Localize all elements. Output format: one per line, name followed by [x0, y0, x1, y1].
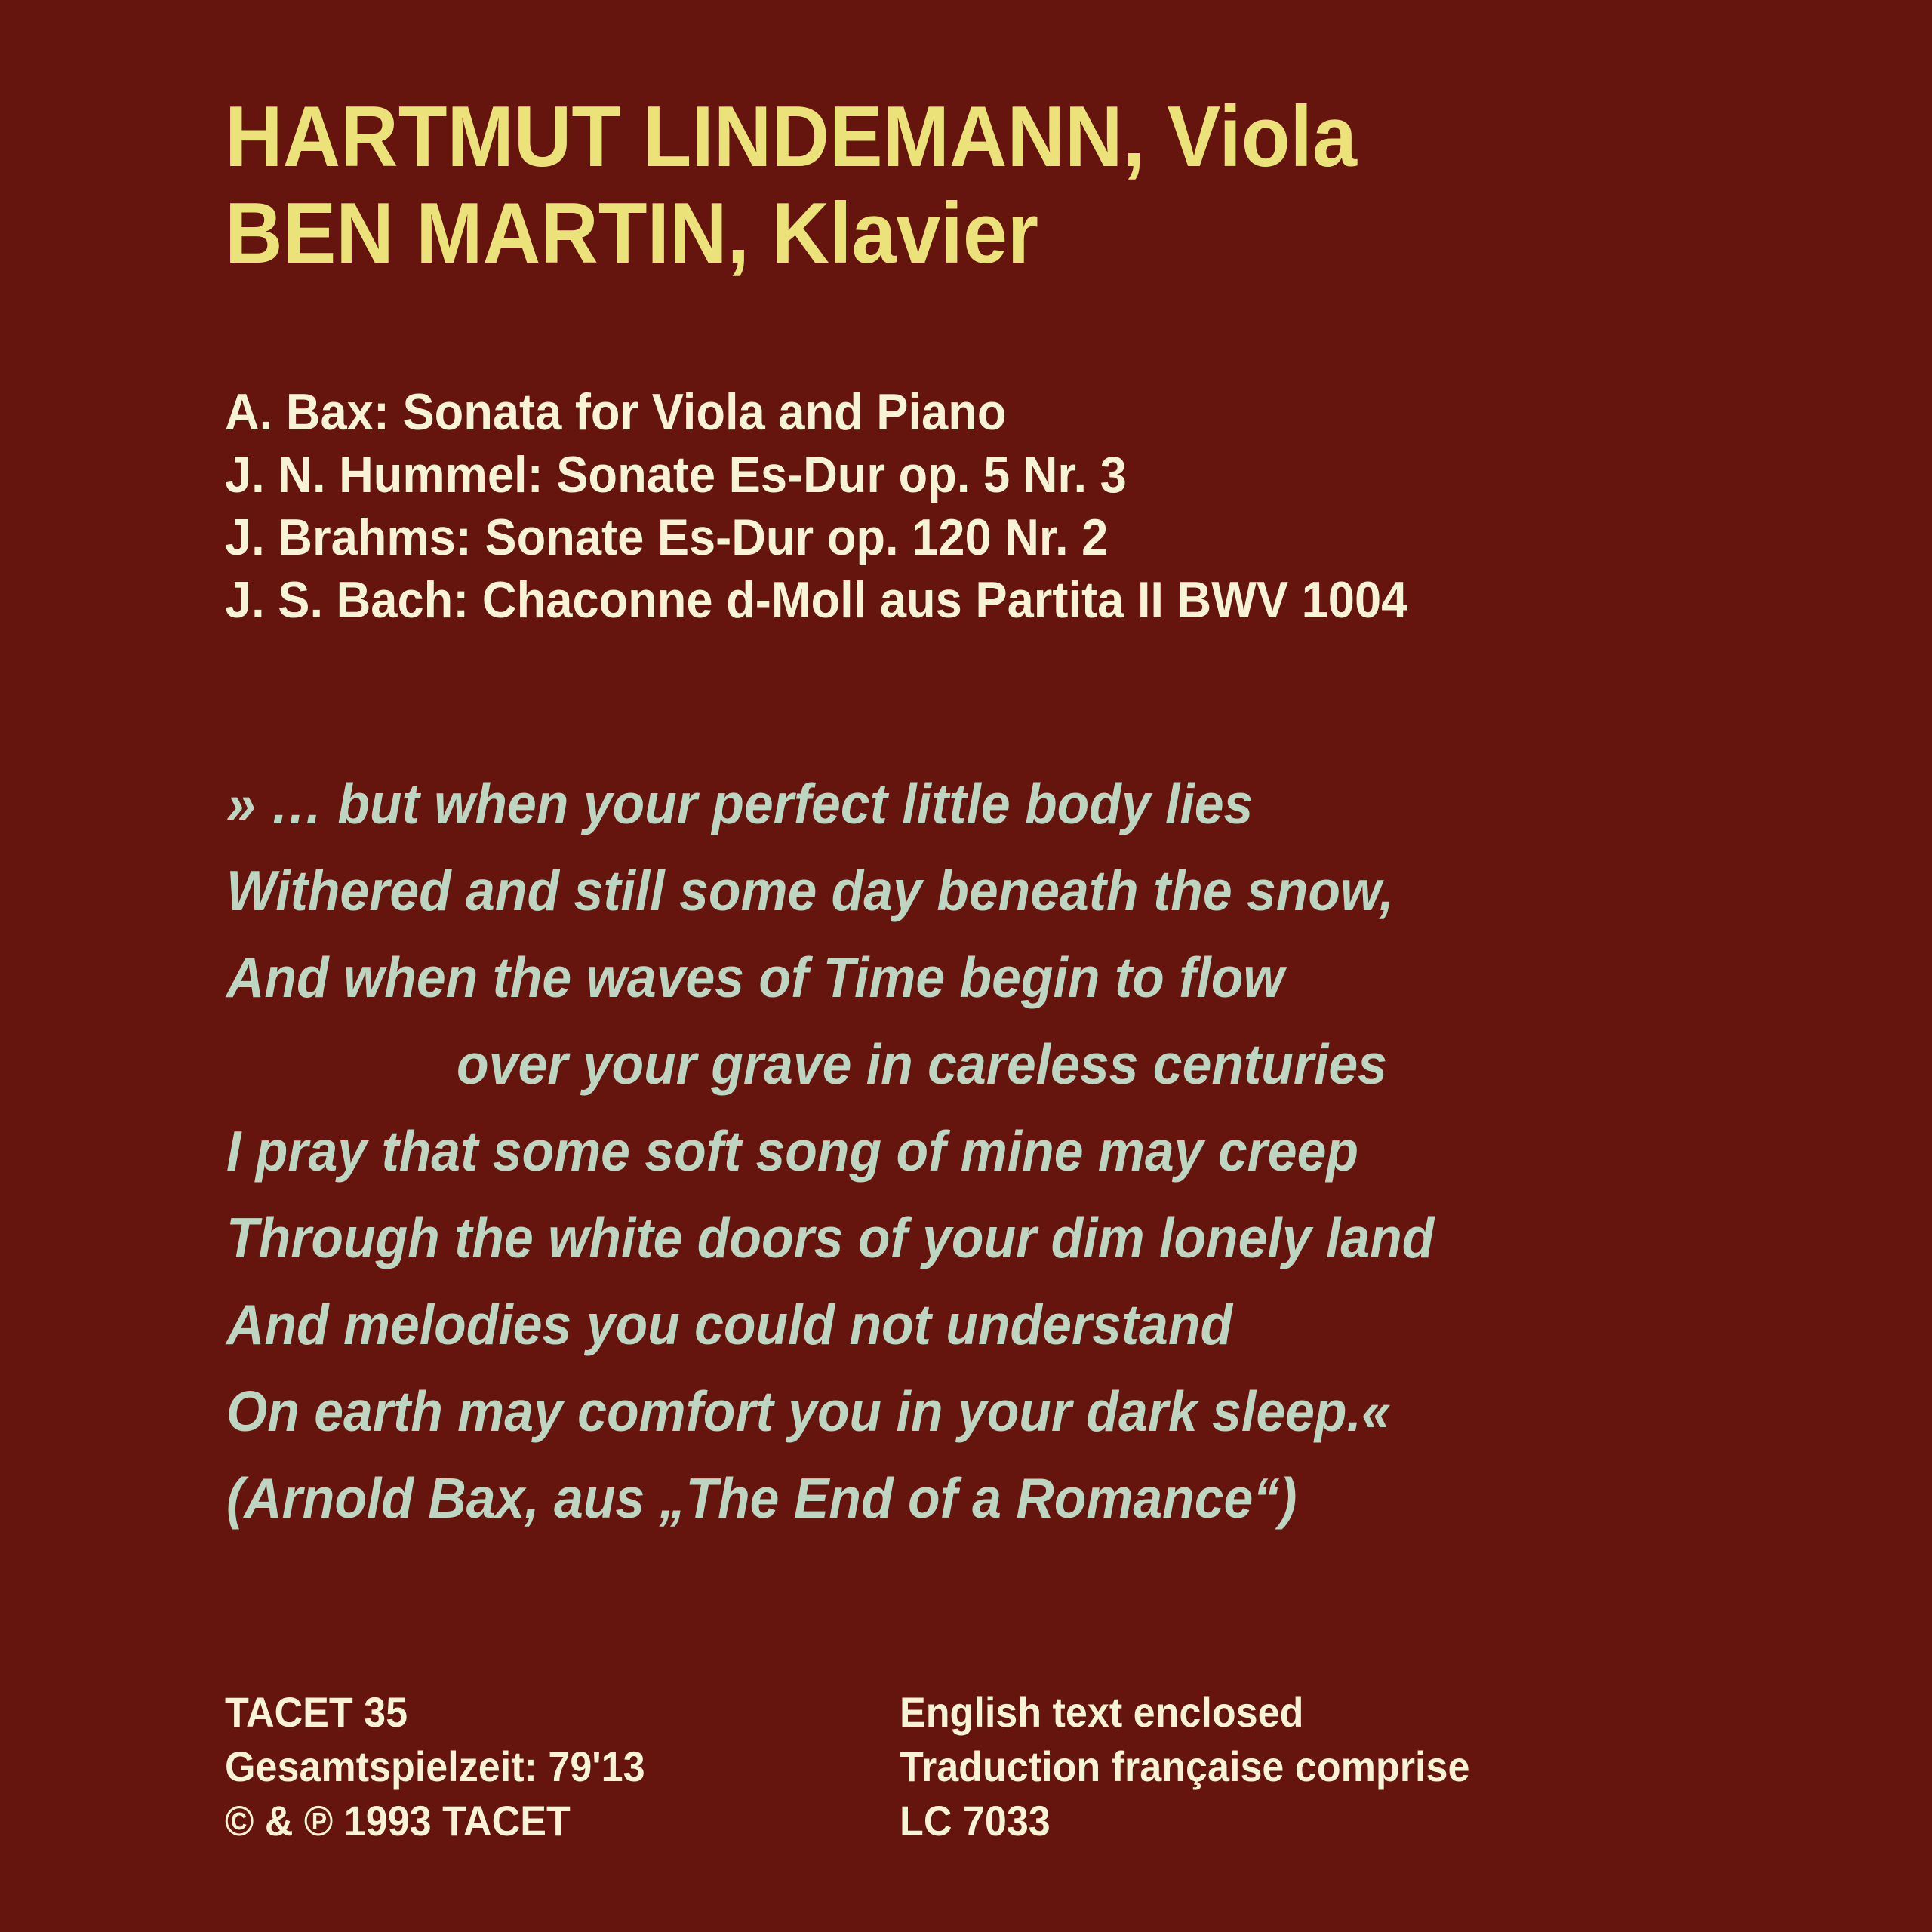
work-item: J. S. Bach: Chaconne d-Moll aus Partita II BWV 1004 [225, 571, 1408, 629]
performers-heading [225, 89, 1357, 282]
poem-line: over your grave in careless centuries [457, 1032, 1387, 1096]
work-item: A. Bax: Sonata for Viola and Piano [225, 383, 1007, 441]
poem-attribution: (Arnold Bax, aus „The End of a Romance“) [226, 1466, 1297, 1530]
work-item: J. N. Hummel: Sonate Es-Dur op. 5 Nr. 3 [225, 446, 1127, 503]
poem-line: And melodies you could not understand [226, 1293, 1233, 1356]
release-info [225, 1685, 645, 1848]
poem-line: » … but when your perfect little body lies [226, 772, 1254, 835]
language-info [900, 1685, 1469, 1848]
poem-line: On earth may comfort you in your dark sleep.« [226, 1380, 1391, 1443]
catalog-number: TACET 35 [225, 1688, 408, 1736]
total-duration: Gesamtspielzeit: 79'13 [225, 1743, 645, 1790]
french-note: Traduction française comprise [900, 1743, 1470, 1790]
poem-line: Through the white doors of your dim lonely land [226, 1206, 1435, 1269]
label-code: LC 7033 [900, 1797, 1051, 1844]
poem-line: And when the waves of Time begin to flow [226, 946, 1284, 1009]
english-note: English text enclosed [900, 1688, 1304, 1736]
work-item: J. Brahms: Sonate Es-Dur op. 120 Nr. 2 [225, 509, 1109, 566]
works-list [225, 381, 1407, 632]
poem-line: Withered and still some day beneath the snow, [226, 859, 1395, 922]
poem-quote [226, 761, 1434, 1542]
copyright-line: © & ℗ 1993 TACET [225, 1797, 571, 1844]
poem-line: I pray that some soft song of mine may creep [226, 1119, 1359, 1183]
performer-viola: HARTMUT LINDEMANN, Viola [225, 89, 1357, 185]
performer-piano: BEN MARTIN, Klavier [225, 186, 1039, 281]
